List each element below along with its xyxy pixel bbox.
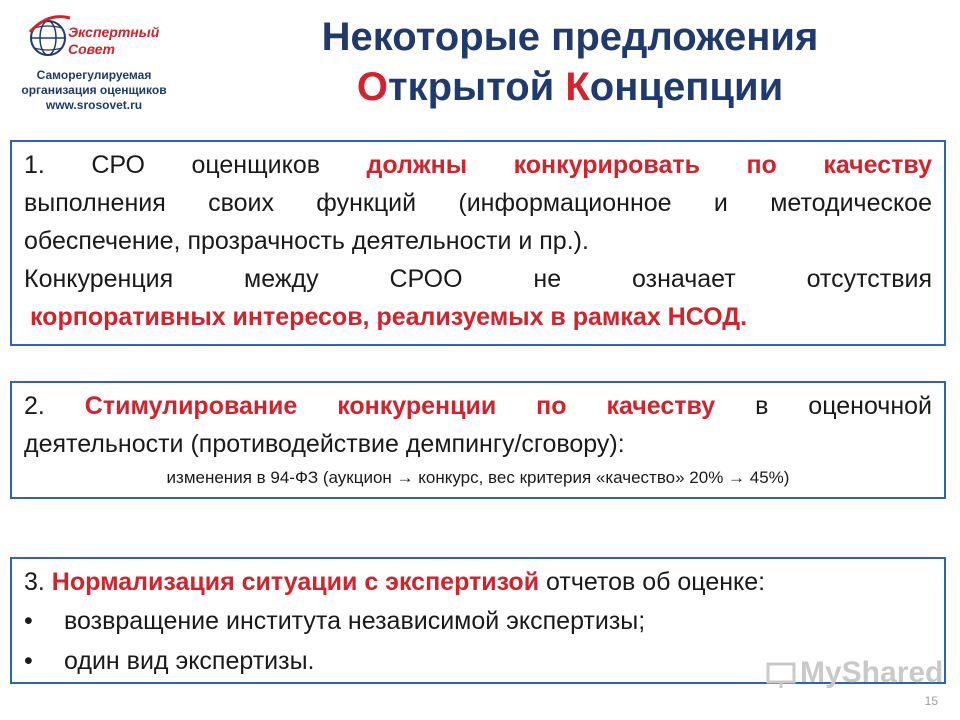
box2-highlight: Стимулирование конкуренции по качеству	[84, 392, 716, 420]
box1-highlight-2: корпоративных интересов, реализуемых в рамках НСОД.	[30, 303, 748, 331]
box1-line-5	[24, 298, 932, 336]
logo-text-1: Экспертный	[68, 24, 160, 40]
box1-highlight: должны конкурировать по качеству	[366, 151, 932, 179]
title-letter-k: К	[565, 65, 590, 109]
box1-line-2: выполнения своих функций (информационное и методическое	[24, 189, 932, 217]
proposal-box-1	[10, 140, 946, 346]
proposal-box-2	[10, 381, 946, 499]
presentation-icon	[766, 660, 796, 690]
logo-text-2: Совет	[68, 41, 116, 57]
box1-line-4: Конкуренция между СРОО не означает отсутствия	[24, 265, 932, 293]
box2-suffix: в оценочной	[715, 392, 932, 420]
box2-line-2: деятельности (противодействие демпингу/сговору):	[24, 430, 625, 458]
title-line-1: Некоторые предложения	[321, 15, 819, 59]
bullet-text: один вид экспертизы.	[64, 647, 315, 675]
watermark: MyShared	[800, 656, 944, 689]
bullet-icon: •	[24, 647, 33, 675]
logo	[28, 10, 168, 62]
box2-prefix: 2.	[24, 392, 85, 420]
title-word-2: онцепции	[589, 65, 784, 109]
list-item	[24, 601, 932, 641]
organization-caption	[0, 68, 188, 113]
box3-line-1	[24, 563, 932, 601]
page-title	[230, 12, 910, 112]
box1-line-1	[24, 146, 932, 184]
box3-highlight: Нормализация ситуации с экспертизой	[51, 568, 540, 596]
box1-prefix: 1. СРО оценщиков	[24, 151, 367, 179]
org-line-1: Саморегулируемая	[36, 68, 152, 82]
box2-line-1	[24, 387, 932, 425]
org-website: www.srosovet.ru	[45, 98, 143, 112]
bullet-text: возвращение института независимой экспертизы;	[64, 607, 646, 635]
title-word-1: ткрытой	[387, 65, 566, 109]
box1-line-3: обеспечение, прозрачность деятельности и пр.).	[24, 227, 589, 255]
box3-suffix: отчетов об оценке:	[539, 568, 766, 596]
title-line-2	[230, 62, 910, 112]
globe-icon	[28, 10, 72, 60]
bullet-icon: •	[24, 607, 33, 635]
page-number: 15	[924, 694, 938, 708]
box3-prefix: 3.	[24, 568, 52, 596]
org-line-2: организация оценщиков	[21, 83, 167, 97]
box2-subnote: изменения в 94-ФЗ (аукцион → конкурс, вес критерия «качество» 20% → 45%)	[166, 468, 790, 487]
title-letter-o: О	[356, 65, 388, 109]
